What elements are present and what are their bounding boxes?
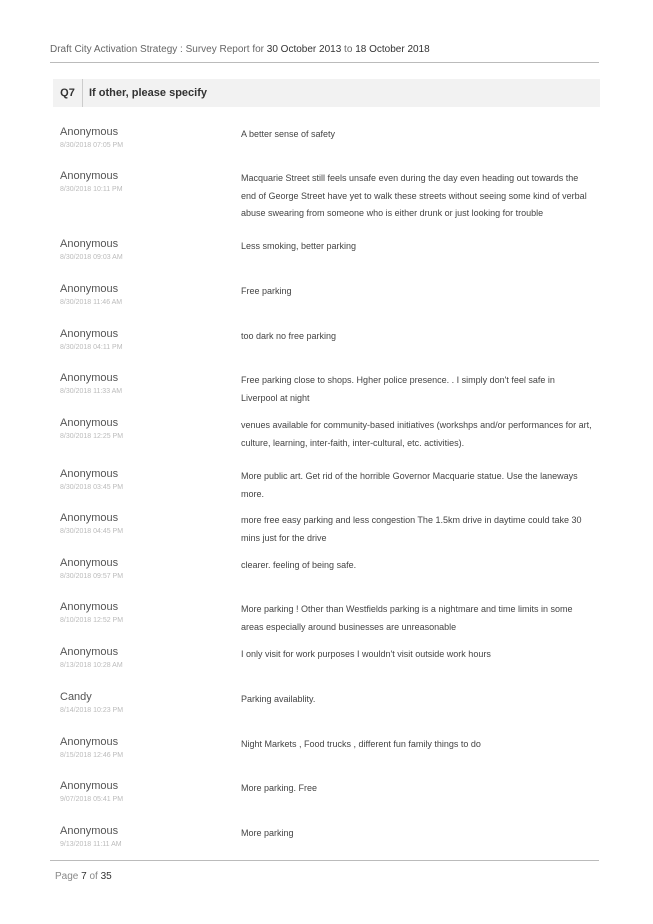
response-text: I only visit for work purposes I wouldn't visit outside work hours xyxy=(241,649,491,659)
respondent-name: Anonymous xyxy=(60,328,119,340)
respondent-name: Anonymous xyxy=(60,646,119,658)
respondent-name: Anonymous xyxy=(60,780,119,792)
respondent-name: Anonymous xyxy=(60,417,119,429)
header-separator: : xyxy=(177,44,186,55)
response-text: A better sense of safety xyxy=(241,129,336,139)
response-text: more free easy parking and less congestion The 1.5km drive in daytime could take 30 mins just for the drive xyxy=(241,515,582,543)
response-text: Free parking close to shops. Hgher police presence. . I simply don't feel safe in Liverpool at night xyxy=(241,375,555,403)
response-date: 8/30/2018 09:03 AM xyxy=(60,254,123,261)
response-text: Less smoking, better parking xyxy=(241,241,357,251)
page-number: 7 xyxy=(81,871,87,882)
response-text: Parking availablity. xyxy=(241,694,316,704)
response-text: too dark no free parking xyxy=(241,331,337,341)
response-date: 8/15/2018 12:46 PM xyxy=(60,752,124,759)
response-date: 8/13/2018 10:28 AM xyxy=(60,662,123,669)
response-text: Free parking xyxy=(241,286,292,296)
respondent-name: Anonymous xyxy=(60,283,119,295)
to-label: to xyxy=(341,44,356,55)
response-date: 9/07/2018 05:41 PM xyxy=(60,796,124,803)
question-bar xyxy=(53,79,600,107)
response-text: More parking. Free xyxy=(241,783,318,793)
report-label: Survey Report for xyxy=(185,44,267,55)
page-footer xyxy=(55,871,112,882)
date-to: 18 October 2018 xyxy=(355,44,430,55)
response-date: 8/30/2018 10:11 PM xyxy=(60,186,123,193)
response-text: More parking xyxy=(241,828,294,838)
project-title: Draft City Activation Strategy xyxy=(50,44,178,55)
respondent-name: Anonymous xyxy=(60,468,119,480)
page-header xyxy=(50,44,600,55)
respondent-name: Anonymous xyxy=(60,170,119,182)
response-date: 8/30/2018 11:33 AM xyxy=(60,388,123,395)
respondent-name: Anonymous xyxy=(60,825,119,837)
response-text: More public art. Get rid of the horrible Governor Macquarie statue. Use the laneways more. xyxy=(241,471,578,499)
response-date: 8/14/2018 10:23 PM xyxy=(60,707,124,714)
response-text: More parking ! Other than Westfields parking is a nightmare and time limits in some areas especially around businesses are unreasonable xyxy=(241,604,573,632)
response-date: 8/30/2018 03:45 PM xyxy=(60,484,124,491)
response-date: 8/10/2018 12:52 PM xyxy=(60,617,124,624)
respondent-name: Anonymous xyxy=(60,372,119,384)
response-date: 8/30/2018 07:05 PM xyxy=(60,142,124,149)
header-divider xyxy=(50,62,599,63)
respondent-name: Anonymous xyxy=(60,601,119,613)
date-from: 30 October 2013 xyxy=(266,44,342,55)
respondent-name: Anonymous xyxy=(60,126,119,138)
respondent-name: Anonymous xyxy=(60,557,119,569)
response-date: 8/30/2018 09:57 PM xyxy=(60,573,124,580)
response-text: Night Markets , Food trucks , different fun family things to do xyxy=(241,739,481,749)
question-number: Q7 xyxy=(53,79,83,107)
page-total: 35 xyxy=(100,871,112,882)
page-label: Page xyxy=(55,871,82,882)
respondent-name: Anonymous xyxy=(60,512,119,524)
response-text: Macquarie Street still feels unsafe even during the day even heading out towards the end of George Street have yet to walk these streets without seeing some kind of verbal abuse swearing from someone who is either drunk or just looking for trouble xyxy=(241,173,587,218)
of-label: of xyxy=(86,871,101,882)
response-text: venues available for community-based initiatives (workshps and/or performances for art, culture, learning, inter-faith, inter-cultural, etc. activities). xyxy=(241,420,592,448)
footer-divider xyxy=(50,860,599,861)
response-date: 9/13/2018 11:11 AM xyxy=(60,841,122,848)
question-text: If other, please specify xyxy=(89,87,207,99)
response-date: 8/30/2018 12:25 PM xyxy=(60,433,124,440)
response-date: 8/30/2018 04:45 PM xyxy=(60,528,124,535)
response-date: 8/30/2018 11:46 AM xyxy=(60,299,123,306)
response-text: clearer. feeling of being safe. xyxy=(241,560,357,570)
respondent-name: Anonymous xyxy=(60,238,119,250)
response-date: 8/30/2018 04:11 PM xyxy=(60,344,123,351)
respondent-name: Candy xyxy=(60,691,92,703)
respondent-name: Anonymous xyxy=(60,736,119,748)
